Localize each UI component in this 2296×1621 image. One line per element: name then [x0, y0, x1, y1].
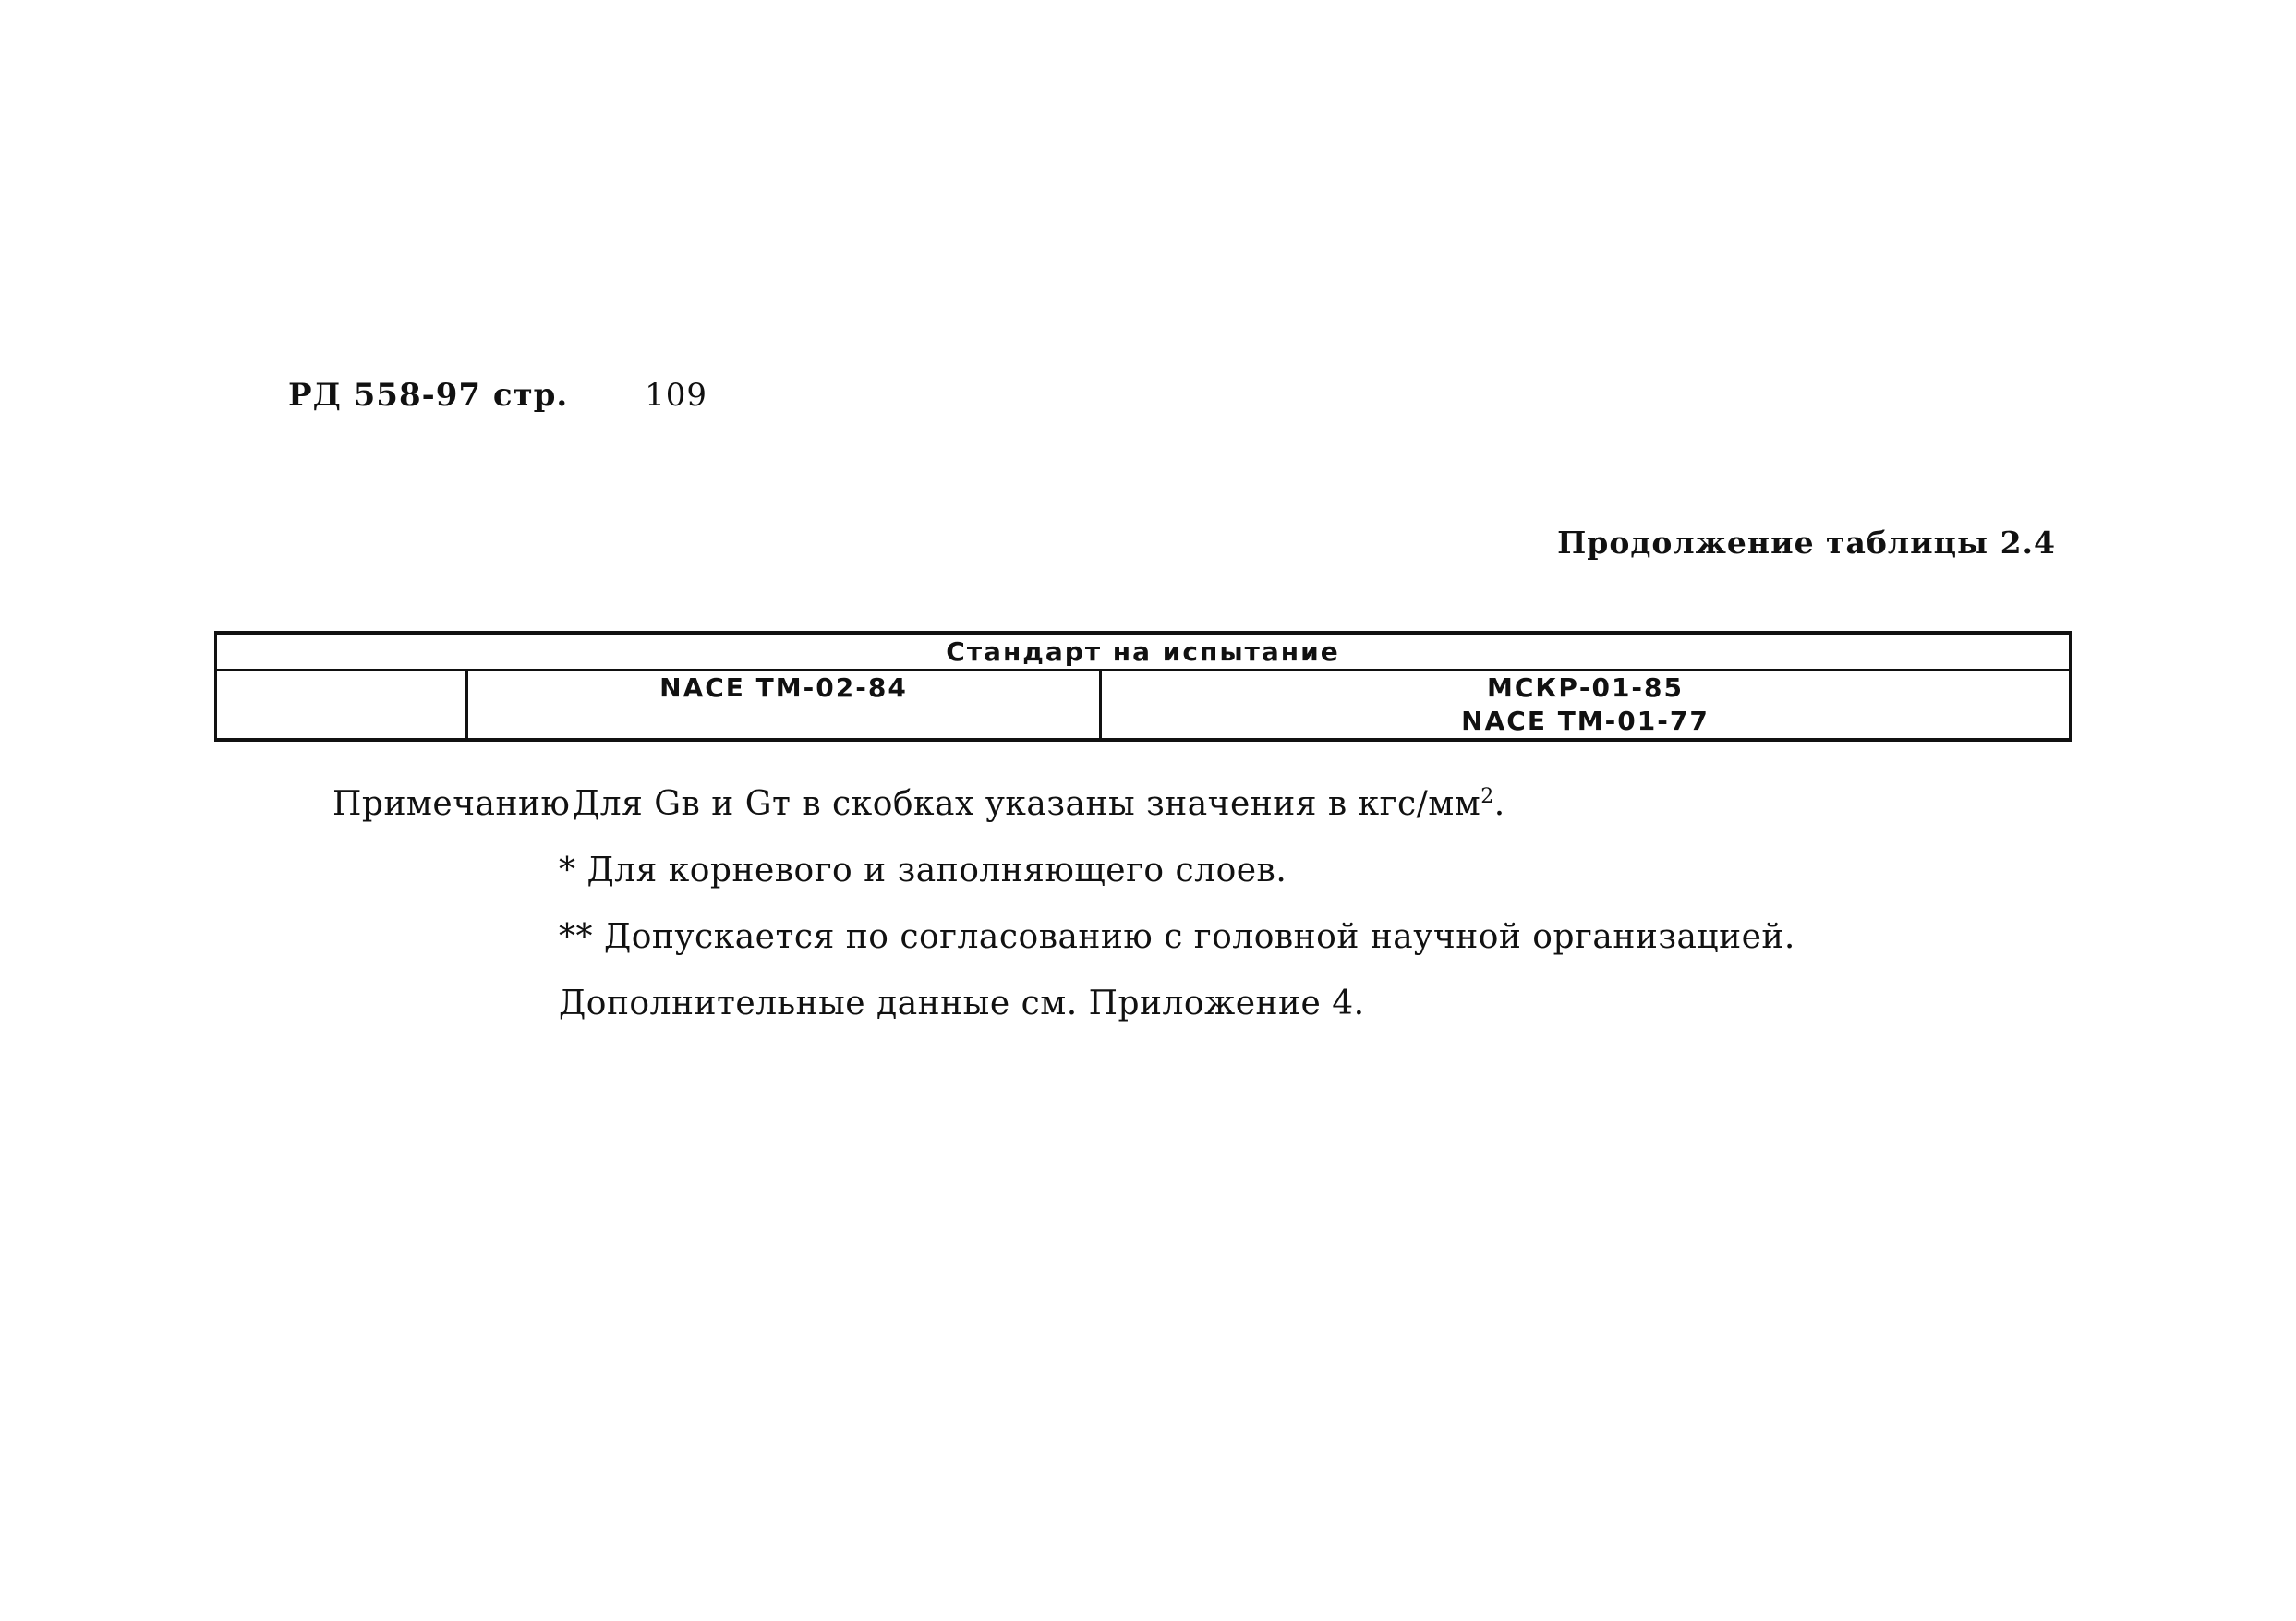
document-reference: РД 558-97 стр. [288, 377, 569, 414]
note-footnote-1: * Для корневого и заполняющего слоев. [559, 852, 1287, 889]
table-continuation-title: Продолжение таблицы 2.4 [1557, 525, 2056, 561]
table-cell-empty [216, 671, 467, 741]
note-main-text: Для Gв и Gт в скобках указаны значения в кгс/мм [573, 785, 1481, 823]
note-main-end: . [1493, 785, 1505, 823]
standard-mskr-01-85: МСКР-01-85 [1487, 672, 1685, 703]
table-row [216, 671, 2071, 741]
page-header [288, 377, 707, 414]
note-additional-data: Дополнительные данные см. Приложение 4. [559, 985, 1365, 1022]
table-cell-standard-1 [467, 671, 1101, 741]
table-cell-standard-2 [1101, 671, 2071, 741]
note-main [573, 785, 1505, 823]
table-header-row [216, 634, 2071, 671]
test-standard-table [214, 631, 2072, 742]
standard-nace-tm-02-84: NACE TM-02-84 [659, 672, 908, 703]
notes-label: Примечанию [332, 785, 571, 823]
table-header-cell: Стандарт на испытание [216, 634, 2071, 671]
standard-nace-tm-01-77: NACE TM-01-77 [1461, 706, 1710, 736]
note-footnote-2: ** Допускается по согласованию с головной научной организацией. [559, 918, 1795, 956]
page-number: 109 [645, 377, 707, 414]
note-main-superscript: 2 [1480, 785, 1494, 808]
